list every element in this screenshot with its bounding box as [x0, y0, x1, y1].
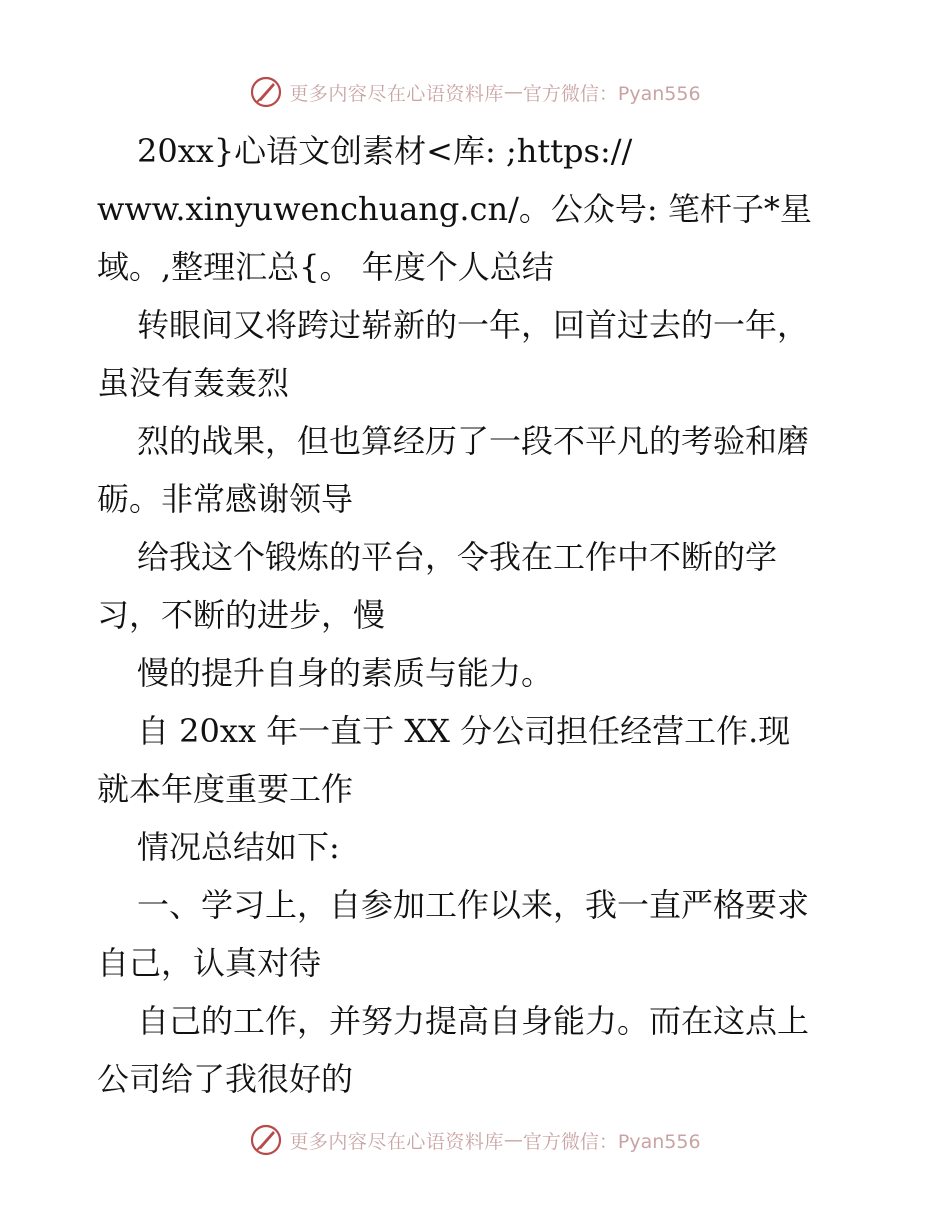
banner-text: 更多内容尽在心语资料库: [289, 1130, 504, 1153]
footer-watermark-banner: [0, 1120, 950, 1160]
body-line: www.xinyuwenchuang.cn/。公众号: 笔杆子*星: [97, 190, 812, 228]
body-line: 公司给了我很好的: [97, 1060, 354, 1098]
banner-separator: —: [503, 81, 523, 103]
body-line: 自己，认真对待: [97, 944, 322, 982]
body-line: 习，不断的进步，慢: [97, 596, 386, 634]
body-line: 烈的战果，但也算经历了一段不平凡的考验和磨: [137, 422, 810, 460]
banner-separator: —: [503, 1129, 523, 1151]
body-line: 20xx}心语文创素材<库: ;https://: [137, 132, 633, 170]
body-line: 自己的工作，并努力提高自身能力。而在这点上: [137, 1002, 810, 1040]
banner-text: 更多内容尽在心语资料库: [289, 82, 504, 105]
body-line: 虽没有轰轰烈: [97, 364, 290, 402]
header-watermark-banner: [0, 72, 950, 112]
body-line: 域。,整理汇总{。 年度个人总结: [97, 248, 554, 286]
quill-pen-logo-icon: [249, 1123, 283, 1157]
document-body: [97, 122, 887, 1108]
body-line: 转眼间又将跨过崭新的一年，回首过去的一年，: [137, 306, 810, 344]
quill-pen-logo-icon: [249, 75, 283, 109]
body-line: 一、学习上，自参加工作以来，我一直严格要求: [137, 886, 810, 924]
body-line: 就本年度重要工作: [97, 770, 354, 808]
body-line: 给我这个锻炼的平台，令我在工作中不断的学: [137, 538, 778, 576]
banner-wechat: 官方微信：Pyan556: [522, 82, 701, 105]
body-line: 砺。非常感谢领导: [97, 480, 354, 518]
body-line: 情况总结如下:: [137, 828, 340, 866]
body-line: 慢的提升自身的素质与能力。: [137, 654, 554, 692]
banner-wechat: 官方微信：Pyan556: [522, 1130, 701, 1153]
body-line: 自 20xx 年一直于 XX 分公司担任经营工作.现: [137, 712, 791, 750]
